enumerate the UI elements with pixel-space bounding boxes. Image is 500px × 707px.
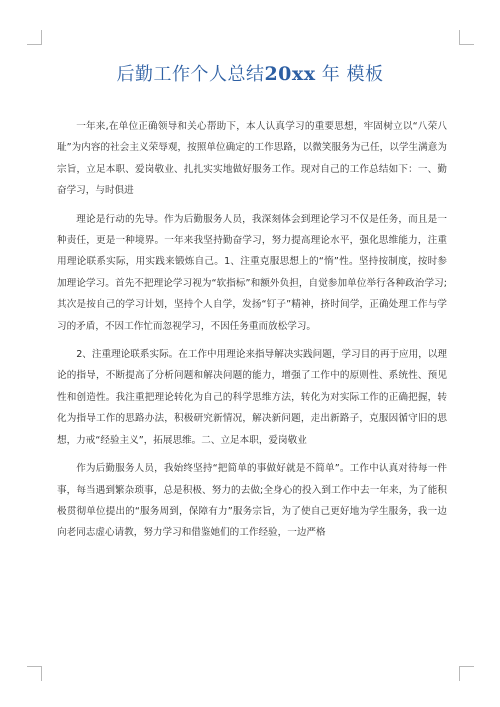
paragraph-2: 理论是行动的先导。作为后勤服务人员，我深刻体会到理论学习不仅是任务，而且是一种责任，更是一种境界。一年来我坚持勤奋学习，努力提高理论水平，强化思维能力，注重用理论联系实际，用实践来锻炼自己。1、注重克服思想上的“惰”性。坚持按制度，按时参加理论学习。首先不把理论学习视为“软指标”和额外负担，自觉参加单位举行各种政治学习;其次是按自己的学习计划，坚持个人自学，发扬“钉子”精神，挤时间学，正确处理工作与学习的矛盾，不因工作忙而忽视学习，不因任务重而放松学习。 (57, 213, 447, 332)
crop-mark-bottom-right (459, 666, 474, 681)
title-suffix: 年 模板 (321, 64, 384, 85)
paragraph-4: 作为后勤服务人员，我始终坚持“把简单的事做好就是不简单”。工作中认真对待每一件事，每当遇到繁杂琐事，总是积极、努力的去做;全身心的投入到工作中去一年来，为了能积极贯彻单位提出的“服务周到，保障有力”服务宗旨，为了使自己更好地为学生服务，我一边向老同志虚心请教，努力学习和借鉴她们的工作经验，一边严格 (57, 463, 447, 539)
crop-mark-top-right (459, 30, 474, 45)
document-body (57, 116, 447, 544)
crop-mark-bottom-left (27, 666, 42, 681)
document-title (0, 62, 500, 87)
title-number: 20xx (264, 63, 316, 85)
paragraph-3: 2、注重理论联系实际。在工作中用理论来指导解决实践问题，学习目的再于应用，以理论的指导，不断提高了分析问题和解决问题的能力，增强了工作中的原则性、系统性、预见性和创造性。我注重把理论转化为自己的科学思维方法，转化为对实际工作的正确把握，转化为指导工作的思路办法，积极研究新情况，解决新问题，走出新路子，克服因循守旧的思想，力戒“经验主义”，拓展思维。二、立足本职，爱岗敬业 (57, 349, 447, 446)
crop-mark-top-left (27, 30, 42, 45)
paragraph-1: 一年来,在单位正确领导和关心帮助下，本人认真学习的重要思想，牢固树立以“八荣八耻”为内容的社会主义荣辱观，按照单位确定的工作思路，以微笑服务为己任，以学生满意为宗旨，立足本职、爱岗敬业、扎扎实实地做好服务工作。现对自己的工作总结如下：一、勤奋学习，与时俱进 (57, 121, 447, 197)
title-prefix: 后勤工作个人总结 (116, 64, 265, 85)
